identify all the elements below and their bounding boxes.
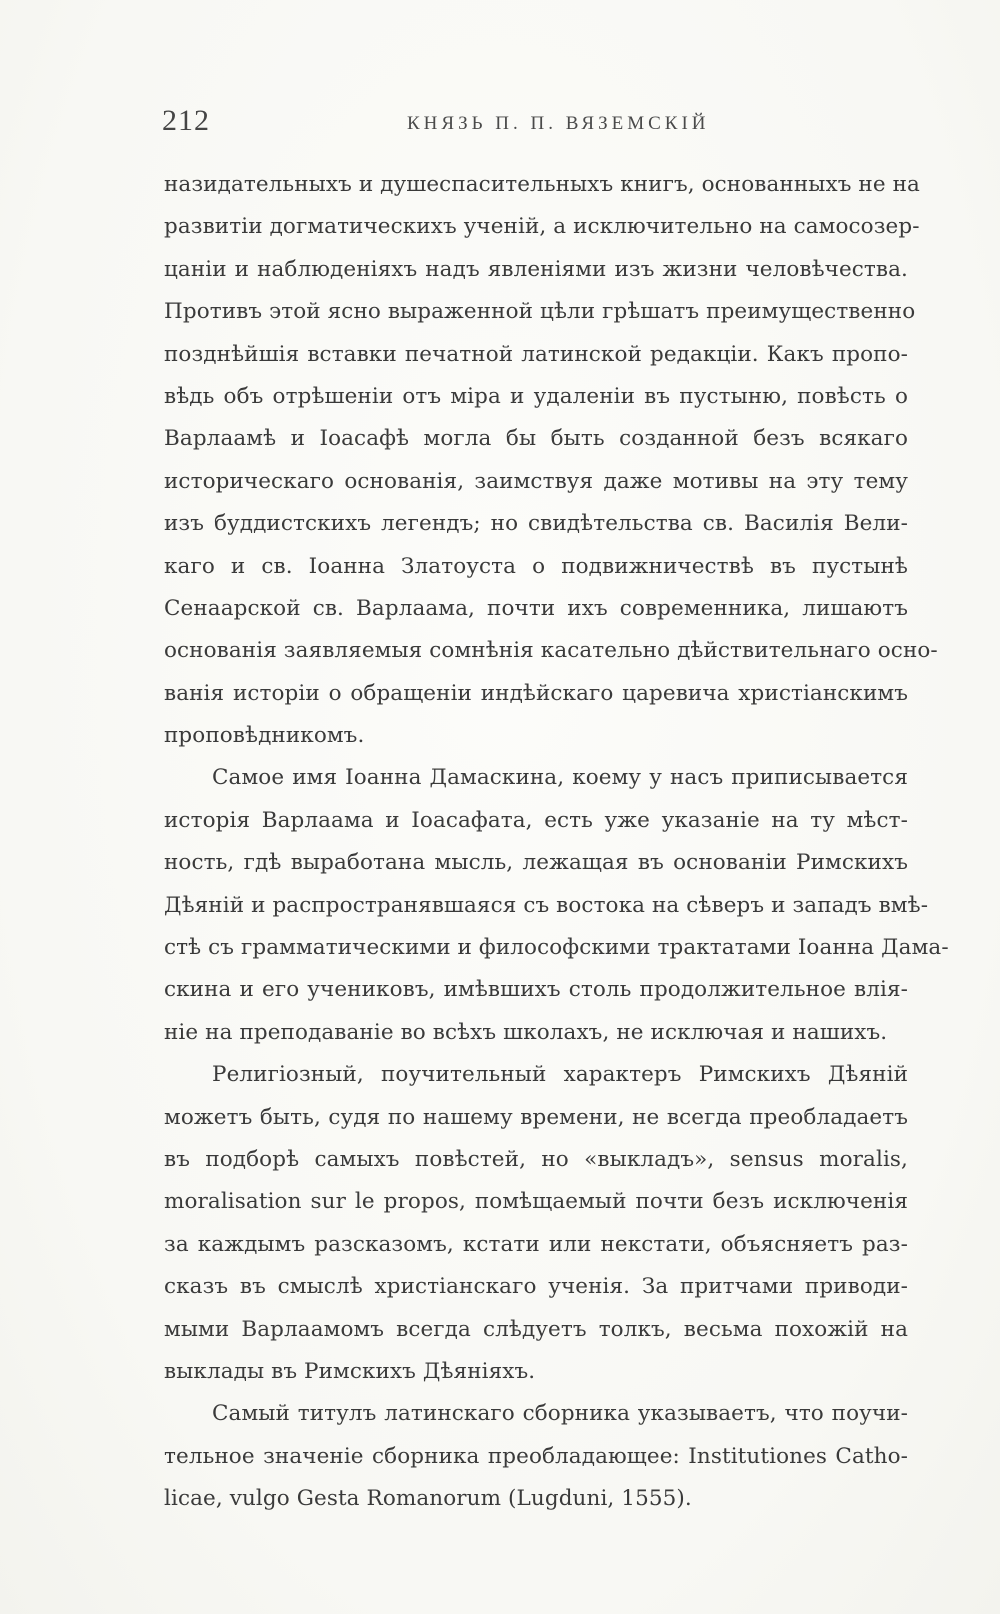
text-line: развитіи догматическихъ ученій, а исключительно на самосозер- (164, 214, 920, 240)
paragraph-1 (164, 164, 938, 757)
text-line: каго и св. Іоанна Златоуста о подвижничествѣ въ пустынѣ (164, 553, 908, 579)
text-line: проповѣдникомъ. (164, 723, 365, 749)
text-line: licae, vulgo Gesta Romanorum (Lugduni, 1555). (164, 1486, 692, 1512)
text-line: Сенаарской св. Варлаама, почти ихъ современника, лишаютъ (164, 595, 908, 621)
page-number: 212 (162, 104, 210, 137)
text-line: сказъ въ смыслѣ христіанскаго ученія. За притчами приводи- (164, 1274, 908, 1300)
text-line: ніе на преподаваніе во всѣхъ школахъ, не исключая и нашихъ. (164, 1019, 888, 1045)
text-line: вѣдь объ отрѣшеніи отъ міра и удаленіи въ пустыню, повѣсть о (164, 383, 908, 409)
text-line: тельное значеніе сборника преобладающее: Institutiones Catho- (164, 1443, 908, 1469)
text-line: основанія заявляемыя сомнѣнія касательно дѣйствительнаго осно- (164, 638, 938, 664)
text-line: стѣ съ грамматическими и философскими трактатами Іоанна Дама- (164, 935, 949, 961)
text-line: можетъ быть, судя по нашему времени, не всегда преобладаетъ (164, 1104, 908, 1130)
text-line: Противъ этой ясно выраженной цѣли грѣшатъ преимущественно (164, 299, 916, 325)
text-line: ность, гдѣ выработана мысль, лежащая въ основаніи Римскихъ (164, 850, 908, 876)
running-head: КНЯЗЬ П. П. ВЯЗЕМСКІЙ (407, 113, 710, 134)
paragraph-4 (164, 1393, 908, 1520)
text-line: въ подборѣ самыхъ повѣстей, но «выкладъ», sensus moralis, (164, 1146, 908, 1172)
text-line: изъ буддистскихъ легендъ; но свидѣтельства св. Василія Вели- (164, 511, 908, 537)
text-line: мыми Варлаамомъ всегда слѣдуетъ толкъ, весьма похожій на (164, 1316, 908, 1342)
text-line: назидательныхъ и душеспасительныхъ книгъ, основанныхъ не на (164, 172, 920, 197)
text-line: позднѣйшія вставки печатной латинской редакціи. Какъ пропо- (164, 341, 908, 367)
page-header (162, 104, 908, 144)
text-line: выклады въ Римскихъ Дѣяніяхъ. (164, 1358, 536, 1384)
text-line: moralisation sur le propos, помѣщаемый почти безъ исключенія (164, 1189, 908, 1215)
text-line: Самое имя Іоанна Дамаскина, коему у насъ приписывается (212, 765, 908, 791)
paragraph-2 (164, 757, 949, 1054)
text-line: Религіозный, поучительный характеръ Римскихъ Дѣяній (212, 1062, 908, 1088)
paragraph-3 (164, 1054, 908, 1393)
text-line: скина и его учениковъ, имѣвшихъ столь продолжительное влія- (164, 977, 908, 1003)
text-line: Самый титулъ латинскаго сборника указываетъ, что поучи- (212, 1401, 908, 1427)
text-line: Дѣяній и распространявшаяся съ востока на сѣверъ и западъ вмѣ- (164, 892, 929, 918)
body-text (164, 164, 949, 1521)
text-line: за каждымъ разсказомъ, кстати или некстати, объясняетъ раз- (164, 1231, 908, 1257)
text-line: исторія Варлаама и Іоасафата, есть уже указаніе на ту мѣст- (164, 807, 908, 833)
text-line: Варлаамѣ и Іоасафѣ могла бы быть созданной безъ всякаго (164, 426, 908, 452)
text-line: цаніи и наблюденіяхъ надъ явленіями изъ жизни человѣчества. (164, 256, 908, 282)
text-line: историческаго основанія, заимствуя даже мотивы на эту тему (164, 468, 908, 494)
text-line: ванія исторіи о обращеніи индѣйскаго царевича христіанскимъ (164, 680, 908, 706)
